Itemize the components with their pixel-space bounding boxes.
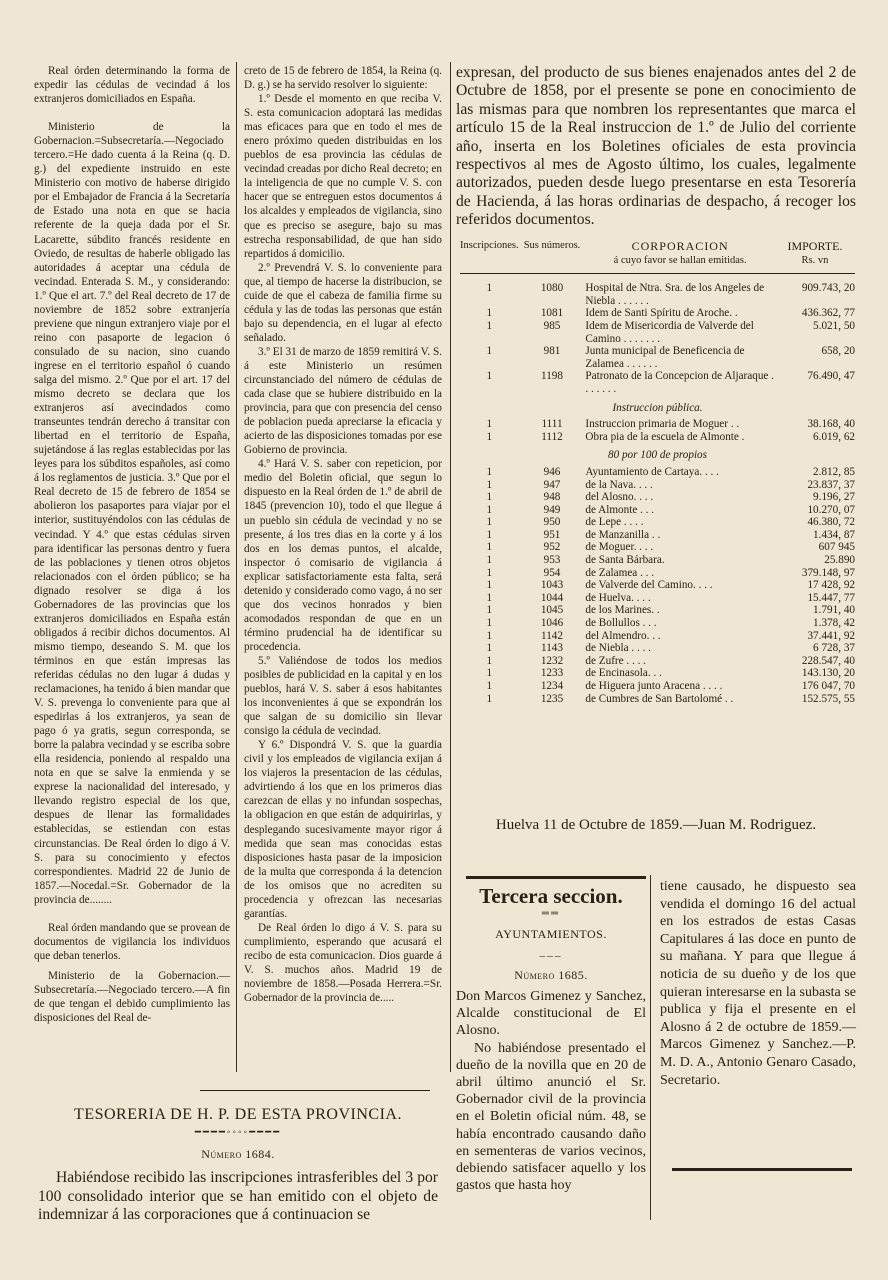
cell-amount: 379.148, 97 <box>801 566 855 579</box>
cell-number: 953 <box>543 554 561 567</box>
cell-amount: 1.434, 87 <box>813 528 855 541</box>
table-row <box>460 680 855 693</box>
ayuntamientos-heading: AYUNTAMIENTOS. <box>495 927 607 942</box>
cell-number: 981 <box>543 345 561 358</box>
column-2 <box>244 64 442 1005</box>
article-body: Ministerio de la Gobernacion.=Subsecretaría.—Negociado tercero.=He dado cuenta á la Reina (q. D. g.) del expediente instruido en este Ministerio con motivo de haberse dirigido por el Embajador de Francia á la Secretaría de Estado una nota en que se hacia referente de la queja dada por el Sr. Lacarette, súbdito francés residente en Oviedo, de resultas de haberle obligado las autoridades á aceptar una cédula de vecindad. Enterada S. M., y considerando: 1.º Que el art. 7.º del Real decreto de 17 de noviembre de 1852 sobre extranjería previene que ningun extranjero viaje por el reino con pasaporte de legacion ó consulado de su nacion, sino cuando ingrese en el territorio español ó cuando salga del mismo. 2.º Que por el art. 17 del mismo decreto se declara que los extranjeros así avecindados como transeuntes tendrán derecho á transitar con libertad en el territorio de España, sujetándose á las reglas establecidas por las leyes para los súbditos españoles, así como á los reglamentos de justicia. 3.º Que por el Real decreto de 15 de febrero de 1854 se abolieron los pasaportes para viajar por el interior, sustituyéndolos con las cédulas de vecindad. Y 4.º que estas cédulas sirven para identificar las personas dentro y fuera de las poblaciones y tienen otros objetos relacionados con el órden público; se ha dignado resolver se diga á los Gobernadores de las provincias que los extranjeros domiciliados en España están obligados á recibir dichos documentos. Al mismo tiempo, deseando S. M. que los términos en que están impresas las referidas cédulas no den lugar á dudas y reclamaciones, ha tenido á bien mandar que V. S. prevenga lo conveniente para que al espedirlas á los extranjeros, ya sean de pago ó ya gratis, segun corresponda, se borre la palabra vecindad y se escriba sobre ella residencia, poniendo al respaldo una nota en que se salve la enmienda y se exprese la nacionalidad del interesado, y llevando registro especial de los que, despues de llenar las formalidades establecidas, se estiendan con estas circunstancias. De Real órden lo digo á V. S. para su conocimiento y efectos correspondientes. Madrid 22 de Junio de 1857.—Nocedal.=Sr. Gobernador de la provincia de........ <box>34 121 231 906</box>
cell-inscriptions: 1 <box>486 579 493 592</box>
header-amount <box>775 240 855 274</box>
article-body: De Real órden lo digo á V. S. para su cumplimiento, esperando que acusará el recibo de esta comunicacion. Dios guarde á V. S. muchos años. Madrid 19 de noviembre de 1858.—Posada Herrera.=Sr. Gobernador de la provincia de..... <box>244 921 442 1005</box>
article-heading: Real órden mandando que se provean de documentos de vigilancia los individuos que deban tenerlos. <box>34 921 230 962</box>
cell-corporation: de Valverde del Camino. . . . <box>585 579 713 592</box>
article-body: 1.º Desde el momento en que reciba V. S. esta comunicacion adoptará las medidas mas eficaces para que en todo el mes de enero próximo queden distribuidas en los pueblos de esa provincia las cédulas de vecindad creadas por dicho Real decreto; en la inteligencia de que no cumple V. S. con hacer que se entreguen estos documentos á los alcaldes y empleados de vigilancia, sino que es preciso se asegure, bajo su mas estrecha responsabilidad, de que han sido repartidos á domicilio. <box>244 93 442 260</box>
cell-corporation: de Moguer. . . . <box>585 541 654 554</box>
cell-amount: 23.837, 37 <box>807 478 855 491</box>
cell-amount: 1.791, 40 <box>813 604 855 617</box>
table-row <box>460 642 855 655</box>
notice-body: No habiéndose presentado el dueño de la novilla que en 20 de abril último anunció el Sr. Gobernador civil de la provincia en el Boletin oficial núm. 48, se había encontrado causando daño en sementeras de varios vecinos, debiendo satisfacer aquello y los gastos que hasta hoy <box>456 1040 646 1194</box>
cell-amount: 46.380, 72 <box>807 516 855 529</box>
rows-propios <box>460 466 855 705</box>
corporation-table <box>460 240 855 705</box>
cell-number: 1112 <box>541 430 563 443</box>
article-body: Ministerio de la Gobernacion.—Subsecretaría.—Negociado tercero.—A fin de que tengan el debido cumplimiento las disposiciones del Real de- <box>34 969 230 1025</box>
article-body: 3.º El 31 de marzo de 1859 remitirá V. S. á este Ministerio un resúmen circunstanciado del número de cédulas de cada clase que se hubiere distribuido en la provincia, para que con presencia del censo de poblacion pueda apreciarse la eficacia y acierto de las disposiciones tomadas por ese Gobierno de provincia. <box>244 345 442 457</box>
cell-corporation: Junta municipal de Beneficencia de Zalamea . . . . . . <box>585 345 745 370</box>
tesoreria-title: TESORERIA DE H. P. DE ESTA PROVINCIA. <box>74 1106 402 1123</box>
table-row <box>460 554 855 567</box>
cell-inscriptions: 1 <box>486 491 493 504</box>
cell-inscriptions: 1 <box>486 541 493 554</box>
ornament: ━━━━◦◦◦◦━━━━ <box>194 1127 282 1139</box>
cell-corporation: de Zalamea . . . <box>585 566 655 579</box>
cell-inscriptions: 1 <box>486 654 493 667</box>
notice-body-continued: tiene causado, he dispuesto sea vendida el domingo 16 del actual en los estrados de estas Casas Capitulares á las doce en punto de su mañana. Y para que llegue á noticia de su dueño y de los que quieran interesarse en la subasta se publica y fija el presente en el Alosno á 2 de octubre de 1859.—Marcos Gimenez y Sanchez.—P. M. D. A., Antonio Genaro Casado, Secretario. <box>660 879 856 1088</box>
cell-inscriptions: 1 <box>486 680 493 692</box>
table-row <box>460 370 855 395</box>
cell-corporation: de Almonte . . . <box>585 503 655 516</box>
cell-inscriptions: 1 <box>486 478 493 491</box>
tesoreria-number: Número 1684. <box>201 1146 275 1161</box>
cell-corporation: de Lepe . . . . <box>585 516 644 529</box>
cell-inscriptions: 1 <box>486 629 493 642</box>
cell-amount: 228.547, 40 <box>801 654 855 667</box>
table-row <box>460 418 855 431</box>
cell-inscriptions: 1 <box>486 282 493 295</box>
header-numbers: Sus números. <box>523 240 581 251</box>
table-row <box>460 504 855 517</box>
alcalde-heading: Don Marcos Gimenez y Sanchez, Alcalde constitucional de El Alosno. <box>456 989 646 1039</box>
cell-inscriptions: 1 <box>486 554 493 567</box>
cell-amount: 37.441, 92 <box>807 629 855 642</box>
cell-inscriptions: 1 <box>486 516 493 529</box>
cell-corporation: Ayuntamiento de Cartaya. . . . <box>585 465 719 478</box>
header-amount-title: IMPORTE. <box>787 239 843 253</box>
column-rule <box>650 875 651 1220</box>
cell-number: 1043 <box>540 579 564 592</box>
cell-number: 1142 <box>541 629 563 642</box>
article-body: Y 6.º Dispondrá V. S. que la guardia civil y los empleados de vigilancia exijan á los viajeros la presentacion de las cédulas, advirtiendo á los que en los primeros dias carezcan de ellas y no infundan sospechas, la obligacion en que están de adquirirlas, y desplegando sucesivamente mayor rigor á medida que sean mas conocidas estas disposiciones hasta pasar de la imposicion de la multa que corresponda á la detencion de los omisos que no acrediten su procedencia y ofrezcan las necesarias garantías. <box>244 739 442 920</box>
cell-corporation: de la Nava. . . . <box>585 478 653 491</box>
cell-amount: 15.447, 77 <box>807 591 855 604</box>
ornament: ─── <box>539 951 563 961</box>
table-row <box>460 516 855 529</box>
cell-inscriptions: 1 <box>486 370 493 383</box>
cell-amount: 38.168, 40 <box>807 418 855 431</box>
cell-amount: 10.270, 07 <box>807 503 855 516</box>
cell-corporation: de Higuera junto Aracena . . . . <box>585 680 723 692</box>
cell-corporation: de Huelva. . . . <box>585 591 651 604</box>
header-corporation-title: CORPORACION <box>631 239 729 253</box>
tesoreria-intro: Habiéndose recibido las inscripciones intrasferibles del 3 por 100 consolidado interior que se han emitido con el objeto de indemnizar á las corporaciones que á continuacion se <box>38 1169 438 1224</box>
tesoreria-section <box>38 1106 438 1224</box>
tercera-title: Tercera seccion. <box>479 884 623 908</box>
cell-inscriptions: 1 <box>486 345 493 358</box>
table-row <box>460 479 855 492</box>
cell-inscriptions: 1 <box>486 642 493 655</box>
article-body: creto de 15 de febrero de 1854, la Reina (q. D. g.) se ha servido resolver lo siguiente: <box>244 65 442 92</box>
column-rule <box>450 62 451 1072</box>
column-1 <box>34 64 230 1025</box>
tesoreria-intro-continued: expresan, del producto de sus bienes enajenados antes del 2 de Octubre de 1858, por el presente se pone en conocimiento de las mismas para que nombren los representantes que marca el artículo 15 de la Real instruccion de 1.º de Julio del corriente año, inserta en los Boletines oficiales de esta provincia respectivos al mes de Agosto último, los cuales, legalmente autorizados, pueden desde luego presentarse en esta Tesorería de Hacienda, á las horas ordinarias de despacho, á recoger los referidos documentos. <box>456 64 856 229</box>
cell-number: 1234 <box>540 680 564 692</box>
cell-inscriptions: 1 <box>486 528 493 541</box>
cell-number: 1081 <box>540 307 564 320</box>
cell-number: 1235 <box>540 692 564 705</box>
cell-number: 1233 <box>540 667 564 680</box>
cell-corporation: Obra pia de la escuela de Almonte . <box>585 430 745 443</box>
table-row <box>460 529 855 542</box>
tesoreria-intro-cont <box>456 64 856 230</box>
table-row <box>460 345 855 370</box>
cell-number: 1111 <box>541 418 563 431</box>
tesoreria-signature: Huelva 11 de Octubre de 1859.—Juan M. Rodriguez. <box>495 817 817 833</box>
cell-number: 946 <box>543 465 561 478</box>
cell-inscriptions: 1 <box>486 667 493 680</box>
section-rule-thick <box>672 1168 852 1171</box>
cell-number: 947 <box>543 478 561 491</box>
cell-corporation: de Bollullos . . . <box>585 617 657 630</box>
cell-inscriptions: 1 <box>486 430 493 443</box>
cell-amount: 143.130, 20 <box>801 667 855 680</box>
cell-number: 950 <box>543 516 561 529</box>
cell-corporation: de Encinasola. . . <box>585 667 662 680</box>
cell-amount: 152.575, 55 <box>801 692 855 705</box>
cell-amount: 25.890 <box>824 554 855 567</box>
cell-inscriptions: 1 <box>486 617 493 630</box>
cell-amount: 658, 20 <box>821 345 855 358</box>
cell-corporation: Instruccion primaria de Moguer . . <box>585 418 740 431</box>
cell-amount: 436.362, 77 <box>801 307 855 320</box>
table-row <box>460 466 855 479</box>
table-row <box>460 541 855 554</box>
cell-number: 1232 <box>540 654 564 667</box>
header-inscriptions: Inscripciones. <box>460 240 519 251</box>
table-row <box>460 655 855 668</box>
cell-inscriptions: 1 <box>486 503 493 516</box>
cell-corporation: de Santa Bárbara. <box>585 554 665 567</box>
cell-corporation: de Niebla . . . . <box>585 642 651 655</box>
rows-instruction <box>460 418 855 443</box>
section-rule-thick <box>466 876 646 879</box>
table-row <box>460 604 855 617</box>
section-propios: 80 por 100 de propios <box>607 449 708 462</box>
cell-inscriptions: 1 <box>486 604 493 617</box>
cell-amount: 17 428, 92 <box>807 579 855 592</box>
cell-number: 1044 <box>540 591 564 604</box>
cell-number: 951 <box>543 528 561 541</box>
cell-amount: 176 047, 70 <box>801 680 855 692</box>
cell-amount: 1.378, 42 <box>813 617 855 630</box>
article-heading: Real órden determinando la forma de expedir las cédulas de vecindad á los extranjeros domiciliados en España. <box>34 65 230 106</box>
cell-number: 948 <box>543 491 561 504</box>
cell-corporation: del Almendro. . . <box>585 629 661 642</box>
article-body: 2.º Prevendrá V. S. lo conveniente para que, al tiempo de hacerse la distribucion, se cuide de que el cabeza de familia firme su cédula y las de todas las personas que están bajo su dependencia, en el lugar al efecto señalado. <box>244 261 442 344</box>
tercera-number: Número 1685. <box>514 967 588 982</box>
cell-amount: 909.743, 20 <box>801 282 855 295</box>
table-row <box>460 630 855 643</box>
table-row <box>460 693 855 706</box>
cell-inscriptions: 1 <box>486 591 493 604</box>
article-body: 5.º Valiéndose de todos los medios posibles de publicidad en la capital y en los pueblos, hará V. S. saber á esos habitantes los inconvenientes á que se expondrán los que salgan de su domicilio sin llevar consigo la cédula de vecindad. <box>244 654 442 738</box>
cell-number: 1046 <box>540 617 564 630</box>
table-row <box>460 320 855 345</box>
cell-number: 1080 <box>540 282 564 295</box>
cell-corporation: de los Marines. . <box>585 604 660 617</box>
cell-amount: 5.021, 50 <box>813 319 855 332</box>
cell-corporation: Idem de Misericordia de Valverde del Camino . . . . . . . <box>585 319 754 345</box>
cell-amount: 76.490, 47 <box>807 370 855 383</box>
table-row <box>460 592 855 605</box>
table-row <box>460 431 855 444</box>
column-rule <box>236 62 237 1072</box>
table-row <box>460 667 855 680</box>
cell-inscriptions: 1 <box>486 307 493 320</box>
cell-corporation: de Zufre . . . . <box>585 654 646 667</box>
cell-number: 1198 <box>541 370 563 383</box>
cell-corporation: de Manzanilla . . <box>585 528 661 541</box>
section-instruccion: Instruccion pública. <box>612 401 703 414</box>
cell-number: 985 <box>543 319 561 332</box>
table-row <box>460 307 855 320</box>
cell-inscriptions: 1 <box>486 692 493 705</box>
table-row <box>460 282 855 307</box>
cell-amount: 6.019, 62 <box>813 430 855 443</box>
cell-number: 1045 <box>540 604 564 617</box>
cell-corporation: de Cumbres de San Bartolomé . . <box>585 692 734 705</box>
header-amount-sub: Rs. vn <box>801 254 829 266</box>
cell-number: 949 <box>543 503 561 516</box>
cell-corporation: Hospital de Ntra. Sra. de los Angeles de Niebla . . . . . . <box>585 282 765 307</box>
cell-amount: 9.196, 27 <box>813 491 855 504</box>
header-corporation-sub: á cuyo favor se hallan emitidas. <box>613 254 747 266</box>
section-rule <box>200 1090 430 1091</box>
cell-number: 954 <box>543 566 561 579</box>
table-row <box>460 617 855 630</box>
notice-continued-column <box>660 878 856 1089</box>
cell-inscriptions: 1 <box>486 319 493 332</box>
article-body: 4.º Hará V. S. saber con repeticion, por medio del Boletin oficial, que segun lo dispuesto en la Real órden de 1.º de abril de 1845 (prevencion 10), todo el que llegue á un pueblo sin cédula de vecindad y no se presente, á los tres dias en la corte y á los dos en los demas puntos, el alcalde, inspector ó comisario de vigilancia á explicar satisfactoriamente esta falta, será detenido y considerado como vago, á no ser que dos vecinos honrados y bien acomodados respondan de que en un término prudencial ha de identificar su procedencia. <box>244 458 442 653</box>
cell-amount: 2.812, 85 <box>813 465 855 478</box>
rows-hospitals <box>460 282 855 395</box>
header-corporation <box>585 240 774 274</box>
cell-inscriptions: 1 <box>486 465 493 478</box>
table-row <box>460 579 855 592</box>
cell-amount: 6 728, 37 <box>813 642 855 655</box>
cell-amount: 607 945 <box>818 541 855 554</box>
table-row <box>460 491 855 504</box>
table-row <box>460 567 855 580</box>
tercera-seccion-column <box>456 884 646 1194</box>
cell-corporation: del Alosno. . . . <box>585 491 654 504</box>
cell-inscriptions: 1 <box>486 418 493 431</box>
cell-inscriptions: 1 <box>486 566 493 579</box>
cell-corporation: Patronato de la Concepcion de Aljaraque . . . . . . . <box>585 370 774 395</box>
ornament: ══ <box>541 908 561 920</box>
cell-corporation: Idem de Santi Spíritu de Aroche. . <box>585 307 738 320</box>
cell-number: 1143 <box>541 642 563 655</box>
cell-number: 952 <box>543 541 561 554</box>
